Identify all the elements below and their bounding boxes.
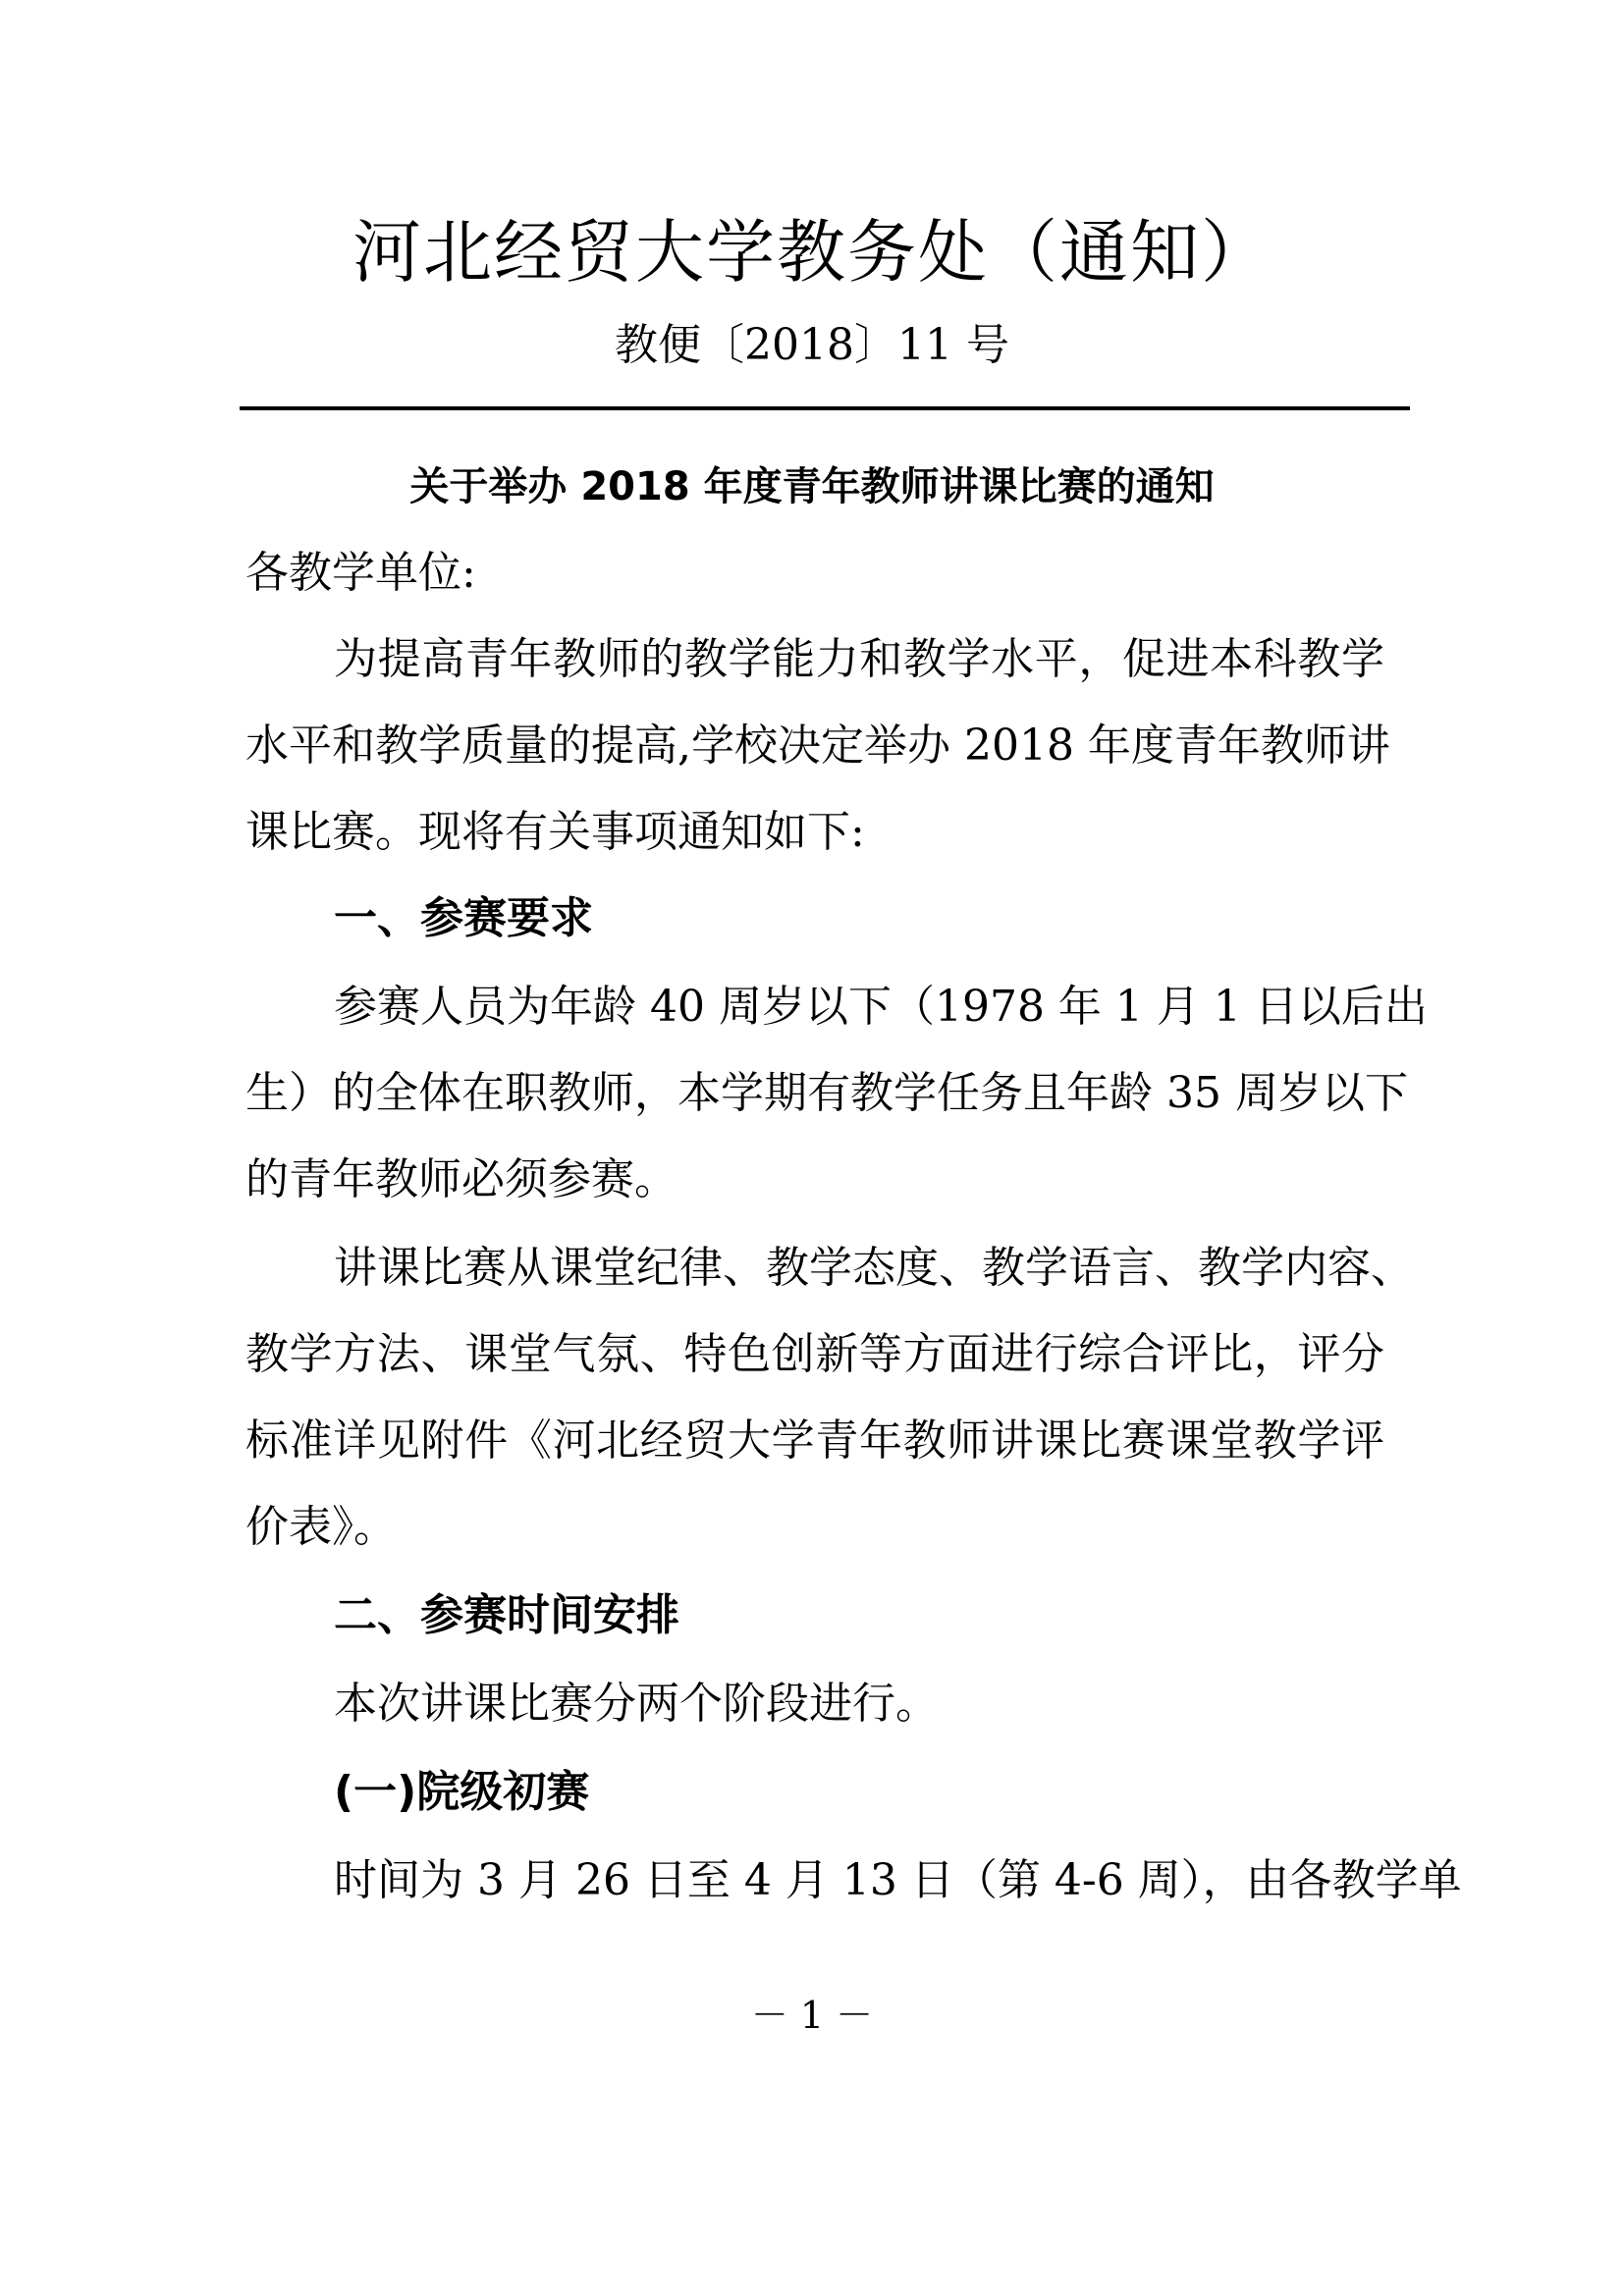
section-1-para-1-line-1: 参赛人员为年龄 40 周岁以下（1978 年 1 月 1 日以后出 [334,982,1428,1032]
section-1-heading: 一、参赛要求 [334,893,593,943]
section-1-para-1-line-2: 生）的全体在职教师，本学期有教学任务且年龄 35 周岁以下 [245,1068,1408,1118]
document-number: 教便〔2018〕11 号 [615,320,1009,370]
intro-line-3: 课比赛。现将有关事项通知如下: [245,807,865,857]
section-2-heading: 二、参赛时间安排 [334,1590,679,1640]
header-title: 河北经贸大学教务处（通知） [352,212,1272,293]
section-1-para-2-line-1: 讲课比赛从课堂纪律、教学态度、教学语言、教学内容、 [334,1243,1414,1293]
intro-line-2: 水平和教学质量的提高,学校决定举办 2018 年度青年教师讲 [245,721,1390,771]
section-1-para-2-line-4: 价表》。 [245,1502,397,1552]
notice-title: 关于举办 2018 年度青年教师讲课比赛的通知 [409,464,1215,509]
section-2-para-1: 本次讲课比赛分两个阶段进行。 [334,1679,939,1729]
header-divider [240,406,1410,410]
section-2-para-2: 时间为 3 月 26 日至 4 月 13 日（第 4-6 周），由各教学单 [334,1855,1462,1905]
section-1-para-2-line-3: 标准详见附件《河北经贸大学青年教师讲课比赛课堂教学评 [245,1415,1384,1466]
salutation: 各教学单位: [245,548,476,598]
intro-line-1: 为提高青年教师的教学能力和教学水平，促进本科教学 [334,634,1384,684]
section-1-para-2-line-2: 教学方法、课堂气氛、特色创新等方面进行综合评比，评分 [245,1329,1384,1379]
page-number: － 1 － [750,1994,874,2037]
section-1-para-1-line-3: 的青年教师必须参赛。 [245,1154,677,1204]
section-2-subheading: (一)院级初赛 [334,1767,590,1817]
